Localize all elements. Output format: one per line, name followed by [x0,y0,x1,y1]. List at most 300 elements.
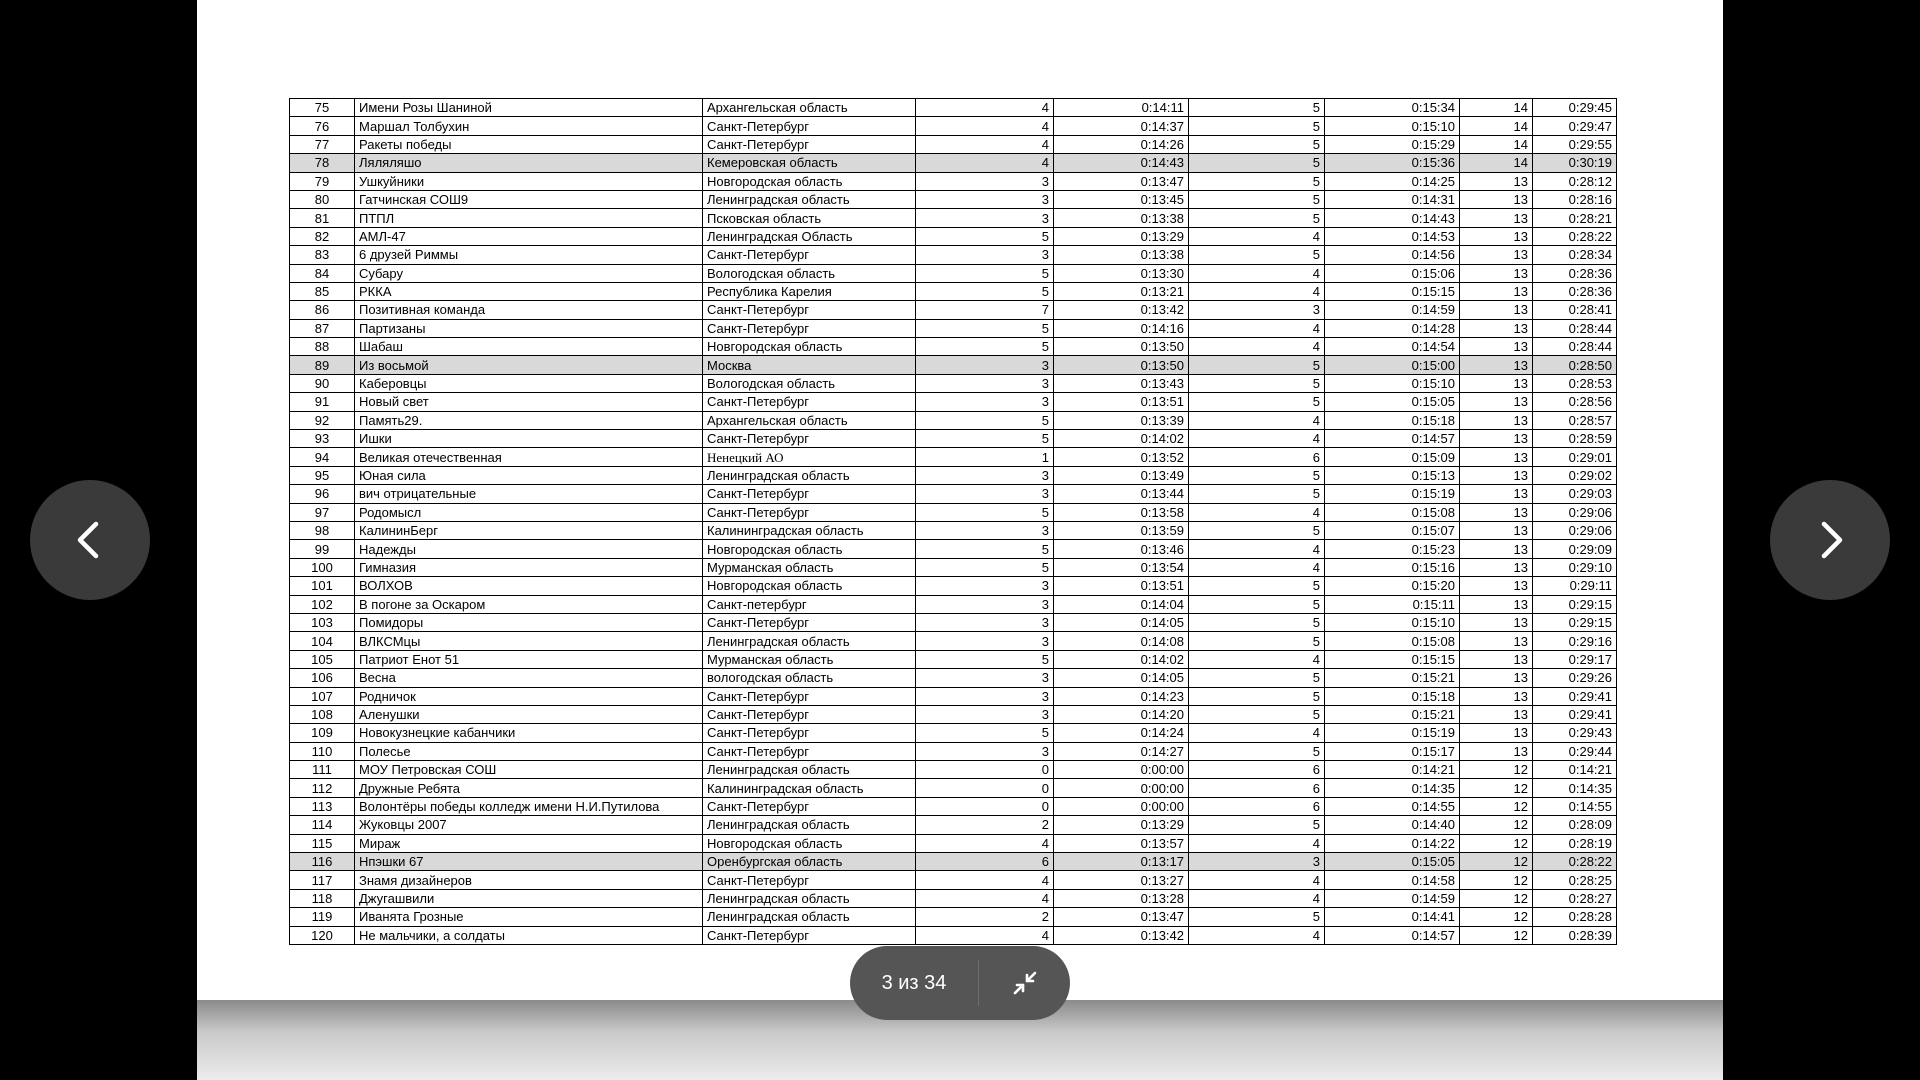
table-row [290,411,1617,429]
total-score-cell: 13 [1460,724,1533,742]
rank-cell: 89 [290,356,355,374]
total-score-cell: 14 [1460,135,1533,153]
previous-page-button[interactable] [30,480,150,600]
rank-cell: 114 [290,816,355,834]
total-time-cell: 0:28:22 [1533,227,1617,245]
table-row [290,724,1617,742]
team-cell: Гимназия [355,558,703,576]
total-time-cell: 0:29:55 [1533,135,1617,153]
rank-cell: 82 [290,227,355,245]
stage1-score-cell: 4 [916,135,1054,153]
stage2-time-cell: 0:15:18 [1325,411,1460,429]
rank-cell: 83 [290,246,355,264]
total-time-cell: 0:28:50 [1533,356,1617,374]
team-cell: Волонтёры победы колледж имени Н.И.Путилова [355,797,703,815]
total-score-cell: 13 [1460,430,1533,448]
team-cell: Память29. [355,411,703,429]
table-row [290,687,1617,705]
region-cell: Псковская область [703,209,916,227]
stage1-score-cell: 3 [916,172,1054,190]
stage2-score-cell: 5 [1189,246,1325,264]
total-score-cell: 13 [1460,577,1533,595]
total-score-cell: 13 [1460,632,1533,650]
page-counter-pill [850,946,1070,1020]
total-score-cell: 13 [1460,595,1533,613]
region-cell: Санкт-Петербург [703,705,916,723]
rank-cell: 117 [290,871,355,889]
team-cell: 6 друзей Риммы [355,246,703,264]
region-cell: Ненецкий АО [703,448,916,466]
team-cell: Жуковцы 2007 [355,816,703,834]
total-time-cell: 0:29:06 [1533,503,1617,521]
total-time-cell: 0:28:59 [1533,430,1617,448]
total-score-cell: 13 [1460,558,1533,576]
stage2-score-cell: 4 [1189,282,1325,300]
stage1-time-cell: 0:14:26 [1054,135,1189,153]
stage1-time-cell: 0:13:21 [1054,282,1189,300]
region-cell: Санкт-Петербург [703,485,916,503]
stage1-time-cell: 0:13:57 [1054,834,1189,852]
table-row [290,705,1617,723]
total-score-cell: 13 [1460,448,1533,466]
stage1-time-cell: 0:14:43 [1054,154,1189,172]
total-time-cell: 0:29:41 [1533,687,1617,705]
rank-cell: 80 [290,190,355,208]
stage1-score-cell: 6 [916,853,1054,871]
stage1-time-cell: 0:13:47 [1054,172,1189,190]
results-table-body [290,99,1617,945]
region-cell: Ленинградская Область [703,227,916,245]
region-cell: Мурманская область [703,558,916,576]
stage1-score-cell: 4 [916,889,1054,907]
rank-cell: 111 [290,761,355,779]
table-row [290,117,1617,135]
region-cell: Новгородская область [703,540,916,558]
team-cell: Иванята Грозные [355,908,703,926]
rank-cell: 110 [290,742,355,760]
total-time-cell: 0:28:09 [1533,816,1617,834]
table-row [290,613,1617,631]
rank-cell: 120 [290,926,355,944]
stage2-time-cell: 0:15:29 [1325,135,1460,153]
stage2-score-cell: 5 [1189,687,1325,705]
table-row [290,338,1617,356]
region-cell: Ленинградская область [703,761,916,779]
stage1-time-cell: 0:13:28 [1054,889,1189,907]
stage1-score-cell: 5 [916,227,1054,245]
stage1-score-cell: 3 [916,632,1054,650]
stage2-score-cell: 4 [1189,319,1325,337]
total-time-cell: 0:28:34 [1533,246,1617,264]
stage1-time-cell: 0:13:50 [1054,338,1189,356]
stage2-score-cell: 4 [1189,503,1325,521]
total-time-cell: 0:29:17 [1533,650,1617,668]
stage2-score-cell: 5 [1189,705,1325,723]
stage1-time-cell: 0:00:00 [1054,797,1189,815]
stage1-time-cell: 0:14:02 [1054,650,1189,668]
total-time-cell: 0:28:44 [1533,338,1617,356]
team-cell: Полесье [355,742,703,760]
stage2-score-cell: 3 [1189,853,1325,871]
rank-cell: 118 [290,889,355,907]
stage2-score-cell: 6 [1189,797,1325,815]
document-page [197,0,1723,1000]
rank-cell: 108 [290,705,355,723]
team-cell: Каберовцы [355,374,703,392]
stage1-score-cell: 3 [916,669,1054,687]
stage1-score-cell: 5 [916,319,1054,337]
team-cell: Не мальчики, а солдаты [355,926,703,944]
rank-cell: 87 [290,319,355,337]
rank-cell: 104 [290,632,355,650]
total-score-cell: 13 [1460,246,1533,264]
total-score-cell: 13 [1460,172,1533,190]
table-row [290,889,1617,907]
rank-cell: 113 [290,797,355,815]
stage2-score-cell: 5 [1189,613,1325,631]
collapse-view-button[interactable] [980,946,1070,1020]
stage2-score-cell: 5 [1189,485,1325,503]
total-time-cell: 0:14:35 [1533,779,1617,797]
rank-cell: 90 [290,374,355,392]
team-cell: АМЛ-47 [355,227,703,245]
region-cell: Санкт-Петербург [703,797,916,815]
total-time-cell: 0:28:56 [1533,393,1617,411]
stage1-score-cell: 5 [916,338,1054,356]
stage1-time-cell: 0:13:17 [1054,853,1189,871]
rank-cell: 119 [290,908,355,926]
stage1-time-cell: 0:00:00 [1054,761,1189,779]
total-score-cell: 14 [1460,99,1533,117]
stage2-time-cell: 0:15:13 [1325,466,1460,484]
region-cell: Архангельская область [703,411,916,429]
stage2-time-cell: 0:15:10 [1325,613,1460,631]
stage1-time-cell: 0:14:27 [1054,742,1189,760]
stage2-score-cell: 3 [1189,301,1325,319]
total-time-cell: 0:28:28 [1533,908,1617,926]
table-row [290,374,1617,392]
total-time-cell: 0:29:01 [1533,448,1617,466]
team-cell: Шабаш [355,338,703,356]
stage1-time-cell: 0:14:02 [1054,430,1189,448]
team-cell: Ишки [355,430,703,448]
stage1-score-cell: 3 [916,356,1054,374]
stage2-score-cell: 5 [1189,393,1325,411]
region-cell: Республика Карелия [703,282,916,300]
stage2-score-cell: 5 [1189,117,1325,135]
table-row [290,393,1617,411]
collapse-arrows-icon [1012,970,1038,996]
stage2-time-cell: 0:14:54 [1325,338,1460,356]
table-row [290,227,1617,245]
stage1-score-cell: 5 [916,411,1054,429]
team-cell: Дружные Ребята [355,779,703,797]
stage2-time-cell: 0:15:08 [1325,503,1460,521]
stage2-time-cell: 0:15:19 [1325,485,1460,503]
team-cell: Из восьмой [355,356,703,374]
stage1-time-cell: 0:13:50 [1054,356,1189,374]
total-score-cell: 12 [1460,797,1533,815]
rank-cell: 115 [290,834,355,852]
region-cell: Ленинградская область [703,889,916,907]
total-score-cell: 14 [1460,154,1533,172]
total-time-cell: 0:29:09 [1533,540,1617,558]
rank-cell: 93 [290,430,355,448]
total-score-cell: 13 [1460,466,1533,484]
table-row [290,172,1617,190]
total-score-cell: 12 [1460,908,1533,926]
table-row [290,246,1617,264]
team-cell: Мираж [355,834,703,852]
table-row [290,154,1617,172]
total-score-cell: 13 [1460,503,1533,521]
rank-cell: 86 [290,301,355,319]
total-score-cell: 12 [1460,779,1533,797]
region-cell: Мурманская область [703,650,916,668]
stage2-time-cell: 0:15:00 [1325,356,1460,374]
stage1-score-cell: 3 [916,393,1054,411]
stage2-score-cell: 4 [1189,834,1325,852]
rank-cell: 109 [290,724,355,742]
stage2-time-cell: 0:14:57 [1325,926,1460,944]
stage1-score-cell: 4 [916,117,1054,135]
table-row [290,632,1617,650]
rank-cell: 98 [290,521,355,539]
total-time-cell: 0:29:16 [1533,632,1617,650]
stage1-score-cell: 3 [916,595,1054,613]
stage1-time-cell: 0:13:45 [1054,190,1189,208]
stage2-score-cell: 5 [1189,209,1325,227]
total-score-cell: 13 [1460,540,1533,558]
table-row [290,908,1617,926]
rank-cell: 85 [290,282,355,300]
team-cell: РККА [355,282,703,300]
stage2-time-cell: 0:15:09 [1325,448,1460,466]
table-row [290,577,1617,595]
team-cell: Надежды [355,540,703,558]
stage1-time-cell: 0:13:30 [1054,264,1189,282]
stage2-score-cell: 5 [1189,466,1325,484]
total-score-cell: 13 [1460,209,1533,227]
stage2-time-cell: 0:15:11 [1325,595,1460,613]
stage2-score-cell: 5 [1189,172,1325,190]
stage2-time-cell: 0:15:34 [1325,99,1460,117]
team-cell: Ушкуйники [355,172,703,190]
stage2-time-cell: 0:14:53 [1325,227,1460,245]
stage1-time-cell: 0:13:38 [1054,246,1189,264]
team-cell: Помидоры [355,613,703,631]
stage1-score-cell: 3 [916,687,1054,705]
total-time-cell: 0:28:41 [1533,301,1617,319]
stage1-time-cell: 0:13:43 [1054,374,1189,392]
total-time-cell: 0:29:15 [1533,613,1617,631]
stage1-score-cell: 1 [916,448,1054,466]
total-time-cell: 0:28:57 [1533,411,1617,429]
table-row [290,135,1617,153]
stage1-score-cell: 7 [916,301,1054,319]
region-cell: Вологодская область [703,264,916,282]
rank-cell: 105 [290,650,355,668]
region-cell: Ленинградская область [703,466,916,484]
team-cell: Позитивная команда [355,301,703,319]
team-cell: МОУ Петровская СОШ [355,761,703,779]
stage2-score-cell: 4 [1189,338,1325,356]
region-cell: Москва [703,356,916,374]
total-time-cell: 0:29:45 [1533,99,1617,117]
page-counter: 3 из 34 [881,972,947,994]
stage1-score-cell: 3 [916,577,1054,595]
total-time-cell: 0:28:44 [1533,319,1617,337]
total-time-cell: 0:29:11 [1533,577,1617,595]
table-row [290,282,1617,300]
stage1-time-cell: 0:13:44 [1054,485,1189,503]
total-time-cell: 0:28:39 [1533,926,1617,944]
region-cell: Кемеровская область [703,154,916,172]
team-cell: Ляляляшо [355,154,703,172]
rank-cell: 76 [290,117,355,135]
stage2-time-cell: 0:15:15 [1325,282,1460,300]
stage1-time-cell: 0:14:05 [1054,613,1189,631]
team-cell: вич отрицательные [355,485,703,503]
stage1-score-cell: 3 [916,209,1054,227]
team-cell: Партизаны [355,319,703,337]
total-score-cell: 13 [1460,613,1533,631]
total-score-cell: 13 [1460,521,1533,539]
total-time-cell: 0:14:55 [1533,797,1617,815]
stage1-score-cell: 5 [916,264,1054,282]
rank-cell: 100 [290,558,355,576]
rank-cell: 75 [290,99,355,117]
table-row [290,485,1617,503]
team-cell: Ракеты победы [355,135,703,153]
stage1-score-cell: 0 [916,797,1054,815]
stage2-time-cell: 0:15:10 [1325,117,1460,135]
stage2-score-cell: 4 [1189,889,1325,907]
table-row [290,926,1617,944]
stage2-score-cell: 4 [1189,871,1325,889]
stage1-score-cell: 5 [916,558,1054,576]
next-page-button[interactable] [1770,480,1890,600]
stage1-time-cell: 0:13:38 [1054,209,1189,227]
stage2-time-cell: 0:15:05 [1325,853,1460,871]
stage2-time-cell: 0:15:18 [1325,687,1460,705]
region-cell: Санкт-петербург [703,595,916,613]
table-row [290,650,1617,668]
total-score-cell: 12 [1460,816,1533,834]
stage1-score-cell: 5 [916,540,1054,558]
rank-cell: 102 [290,595,355,613]
stage1-score-cell: 3 [916,190,1054,208]
team-cell: Патриот Енот 51 [355,650,703,668]
team-cell: Великая отечественная [355,448,703,466]
stage2-time-cell: 0:14:55 [1325,797,1460,815]
stage1-score-cell: 5 [916,724,1054,742]
stage1-score-cell: 2 [916,816,1054,834]
total-score-cell: 12 [1460,926,1533,944]
stage1-time-cell: 0:13:52 [1054,448,1189,466]
region-cell: Санкт-Петербург [703,117,916,135]
stage2-time-cell: 0:15:07 [1325,521,1460,539]
rank-cell: 92 [290,411,355,429]
region-cell: Калининградская область [703,521,916,539]
stage1-score-cell: 0 [916,779,1054,797]
stage2-time-cell: 0:15:15 [1325,650,1460,668]
team-cell: Юная сила [355,466,703,484]
stage1-time-cell: 0:00:00 [1054,779,1189,797]
region-cell: Санкт-Петербург [703,430,916,448]
table-row [290,448,1617,466]
table-row [290,742,1617,760]
region-cell: Санкт-Петербург [703,742,916,760]
team-cell: КалининБерг [355,521,703,539]
stage1-time-cell: 0:14:16 [1054,319,1189,337]
total-score-cell: 12 [1460,889,1533,907]
region-cell: Санкт-Петербург [703,319,916,337]
rank-cell: 77 [290,135,355,153]
table-row [290,834,1617,852]
region-cell: Санкт-Петербург [703,246,916,264]
stage2-score-cell: 4 [1189,724,1325,742]
table-row [290,430,1617,448]
region-cell: Санкт-Петербург [703,135,916,153]
total-score-cell: 12 [1460,853,1533,871]
stage1-score-cell: 3 [916,521,1054,539]
total-time-cell: 0:28:16 [1533,190,1617,208]
stage1-score-cell: 4 [916,99,1054,117]
total-score-cell: 14 [1460,117,1533,135]
stage1-time-cell: 0:14:37 [1054,117,1189,135]
stage2-time-cell: 0:14:25 [1325,172,1460,190]
rank-cell: 106 [290,669,355,687]
total-time-cell: 0:28:12 [1533,172,1617,190]
rank-cell: 107 [290,687,355,705]
table-row [290,99,1617,117]
stage2-score-cell: 6 [1189,779,1325,797]
stage1-time-cell: 0:13:58 [1054,503,1189,521]
stage2-time-cell: 0:14:28 [1325,319,1460,337]
total-score-cell: 13 [1460,705,1533,723]
table-row [290,503,1617,521]
stage2-score-cell: 4 [1189,558,1325,576]
stage1-score-cell: 3 [916,485,1054,503]
stage2-score-cell: 4 [1189,430,1325,448]
stage2-time-cell: 0:14:56 [1325,246,1460,264]
team-cell: ВОЛХОВ [355,577,703,595]
rank-cell: 78 [290,154,355,172]
stage1-time-cell: 0:13:49 [1054,466,1189,484]
region-cell: Ленинградская область [703,816,916,834]
total-time-cell: 0:28:36 [1533,282,1617,300]
total-score-cell: 13 [1460,669,1533,687]
total-score-cell: 13 [1460,338,1533,356]
rank-cell: 116 [290,853,355,871]
region-cell: Калининградская область [703,779,916,797]
stage2-score-cell: 5 [1189,577,1325,595]
stage2-time-cell: 0:14:57 [1325,430,1460,448]
stage2-time-cell: 0:15:08 [1325,632,1460,650]
stage1-time-cell: 0:13:42 [1054,926,1189,944]
chevron-right-icon [1806,516,1854,564]
region-cell: Санкт-Петербург [703,503,916,521]
chevron-left-icon [66,516,114,564]
stage2-score-cell: 5 [1189,742,1325,760]
total-score-cell: 13 [1460,650,1533,668]
stage2-time-cell: 0:14:40 [1325,816,1460,834]
stage1-time-cell: 0:13:42 [1054,301,1189,319]
stage1-time-cell: 0:13:47 [1054,908,1189,926]
region-cell: Санкт-Петербург [703,393,916,411]
total-score-cell: 13 [1460,227,1533,245]
